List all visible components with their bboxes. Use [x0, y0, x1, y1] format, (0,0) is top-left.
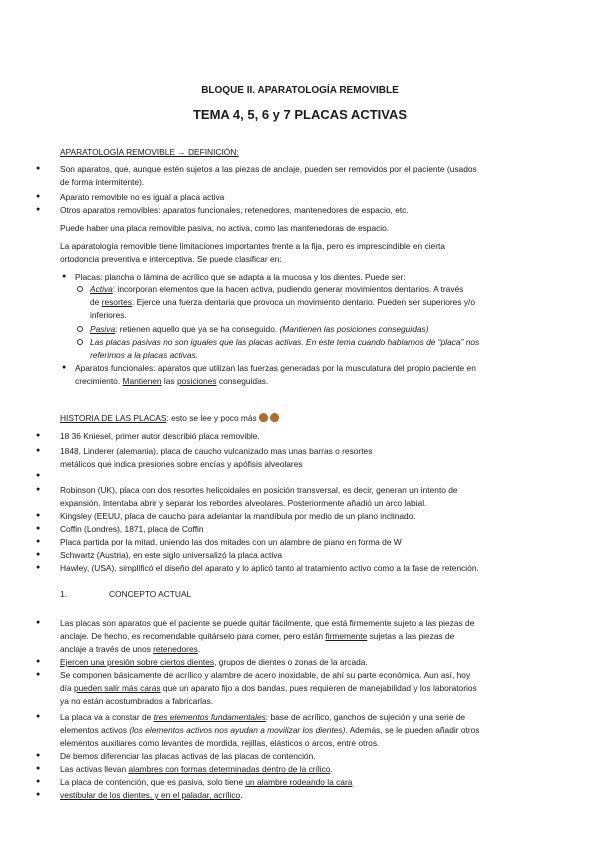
historia-item: Robinson (UK), placa con dos resortes helicoidales en posición transversal, es decir, generan un intento de	[60, 485, 458, 495]
historia-item: Kingsley (EEUU, placa de caucho para adelantar la mandíbula por medio de un plano inclinado.	[60, 511, 416, 521]
block-title: BLOQUE II. APARATOLOGÍA REMOVIBLE	[201, 85, 399, 96]
bullet-dot-icon: ●	[36, 432, 41, 439]
bullet-dot-icon: ●	[36, 206, 41, 213]
bullet-dot-icon: ●	[36, 525, 41, 532]
section-number: 1.	[60, 589, 67, 599]
bullet-dot-icon: ●	[36, 538, 41, 545]
paragraph-limitaciones-line2: ortodoncia preventiva e interceptiva. Se puede clasificar en:	[60, 254, 282, 264]
historia-item: metálicos que indica presiones sobre encías y apófisis alveolares	[60, 459, 303, 469]
pasiva-term: Pasiva	[90, 324, 116, 334]
concepto-1-line1: Las placas son aparatos que el paciente se puede quitar fácilmente, que está firmemente sujeto a las piezas de	[60, 618, 475, 628]
placas-item: Placas: plancha o lámina de acrílico que se adapta a la mucosa y los dientes. Puede ser:	[75, 272, 406, 282]
definition-bullet-1-line1: Son aparatos, que, aunque estén sujetos a las piezas de anclaje, pueden ser removidos por el paciente (usados	[60, 164, 477, 174]
activa-text: : incorporan elementos que la hacen activa, pudiendo generar movimientos dentarios. A través	[112, 284, 464, 294]
bullet-circle-icon	[77, 339, 83, 345]
activa-line2: de resortes. Ejerce una fuerza dentaria que provoca un movimiento dentario. Pueden ser superiores y/o	[90, 297, 476, 307]
bullet-dot-icon: ●	[36, 472, 41, 479]
concepto-3-line2: día pueden salir más caras que un aparato fijo a dos bandas, pues requieren de manejabilidad y los laboratorios	[60, 683, 477, 693]
definition-bullet-1-line2: de forma intermitente).	[60, 177, 145, 187]
note-line1: Las placas pasivas no son iguales que las placas activas. En este tema cuando hablamos de “placa” nos	[90, 337, 480, 347]
bullet-dot-icon: ●	[36, 165, 41, 172]
concepto-7: La placa de contención, que es pasiva, solo tiene un alambre rodeando la cara	[60, 777, 353, 787]
bullet-dot-icon: ●	[36, 713, 41, 720]
historia-item: Placa partida por la mitad, uniendo las dos mitades con un alambre de piano en forma de W	[60, 537, 402, 547]
concepto-heading: CONCEPTO ACTUAL	[109, 589, 192, 599]
bullet-dot-icon: ●	[36, 671, 41, 678]
historia-item: 18 36 Kniesel, primer autor describió placa removible.	[60, 431, 260, 441]
paragraph-limitaciones-line1: La aparatología removible tiene limitaciones importantes frente a la fija, pero es imprescindible en cierta	[60, 241, 445, 251]
definition-heading: APARATOLOGÍA REMOVIBLE → DEFINICIÓN:	[60, 147, 239, 157]
bullet-dot-icon: ●	[36, 486, 41, 493]
concepto-4-line2: elementos activos (los elementos activos nos ayudan a movilizar los dientes). Además, se le pueden añadir otros	[60, 725, 480, 735]
concepto-6: Las activas llevan alambres con formas determinadas dentro de la crílico.	[60, 764, 333, 774]
bullet-circle-icon	[77, 326, 83, 332]
pasiva-line: Pasiva: retienen aquello que ya se ha conseguido. (Mantienen las posiciones conseguidas)	[90, 324, 429, 334]
topic-title: TEMA 4, 5, 6 y 7 PLACAS ACTIVAS	[192, 107, 408, 122]
activa-line3: inferiores.	[90, 310, 127, 320]
concepto-4-line1: La placa va a constar de tres elementos fundamentales: base de acrílico, ganchos de sujeción y una serie de	[60, 712, 466, 722]
concepto-3-line1: Se componen básicamente de acrílico y alambre de acero inoxidable, de ahí su parte económica. Aun así, hoy	[60, 670, 471, 680]
concepto-1-line2: anclaje. De hecho, es recomendable quitárselo para comer, pero están firmemente sujetas a las piezas de	[60, 631, 455, 641]
activa-term: Activa	[90, 284, 113, 294]
resortes-term: resortes	[101, 297, 132, 307]
funcionales-line2: crecimiento. Mantienen las posiciones conseguidas.	[75, 376, 269, 386]
concepto-4-line3: elementos auxiliares como levantes de mordida, rejillas, elásticos o arcos, entre otros.	[60, 738, 380, 748]
poop-emoji-icon	[259, 413, 268, 422]
bullet-dot-icon: ●	[36, 447, 41, 454]
bullet-dot-icon: ●	[36, 765, 41, 772]
historia-heading: HISTORIA DE LAS PLACAS: esto se lee y poco más	[60, 413, 279, 423]
bullet-dot-icon: ●	[36, 658, 41, 665]
concepto-1-line3: anclaje a través de unos retenedores.	[60, 644, 201, 654]
bullet-dot-icon: ●	[36, 778, 41, 785]
definition-bullet-3: Otros aparatos removibles: aparatos funcionales, retenedores, mantenedores de espacio, etc.	[60, 205, 409, 215]
bullet-circle-icon	[77, 286, 83, 292]
bullet-dot-icon: ●	[36, 564, 41, 571]
activa-line1	[90, 284, 463, 294]
concepto-5: De bemos diferenciar las placas activas de las placas de contención.	[60, 751, 316, 761]
historia-item: Hawley, (USA), simplificó el diseño del aparato y lo aplicó tanto al tratamiento activo como a la fase de retención.	[60, 563, 479, 573]
bullet-dot-icon: ●	[62, 273, 67, 280]
bullet-dot-icon: ●	[36, 512, 41, 519]
bullet-dot-icon: ●	[62, 364, 67, 371]
funcionales-line1: Aparatos funcionales: aparatos que utilizan las fuerzas generadas por la musculatura del propio paciente en	[75, 363, 476, 373]
bullet-dot-icon: ●	[36, 791, 41, 798]
paragraph-pasiva: Puede haber una placa removible pasiva, no activa, como las mantenedoras de espacio.	[60, 223, 390, 233]
historia-item: expansión. Intentaba abrir y separar los rebordes alveolares. Posteriormente añadió un arco labial.	[60, 498, 427, 508]
mantienen-term: Mantienen	[122, 376, 162, 386]
bullet-dot-icon: ●	[36, 752, 41, 759]
bullet-dot-icon: ●	[36, 551, 41, 558]
historia-item: 1848, Linderer (alemania), placa de caucho vulcanizado mas unas barras o resortes	[60, 446, 373, 456]
bullet-dot-icon: ●	[36, 193, 41, 200]
concepto-8: vestibular de los dientes, y en el paladar, acrílico.	[60, 790, 243, 800]
bullet-dot-icon: ●	[36, 619, 41, 626]
concepto-3-line3: ya no están acostumbrados a fabricarlas.	[60, 696, 214, 706]
historia-item: Coffin (Londres), 1871, placa de Coffin	[60, 524, 204, 534]
poop-emoji-icon	[270, 413, 279, 422]
historia-item: Schwartz (Austria), en este siglo universalizó la placa activa	[60, 550, 283, 560]
posiciones-term: posiciones	[176, 376, 217, 386]
definition-bullet-2: Aparato removible no es igual a placa activa	[60, 192, 225, 202]
note-line2: referimos a la placas activas.	[90, 350, 198, 360]
concepto-2: Ejercen una presión sobre ciertos dientes, grupos de dientes o zonas de la arcada.	[60, 657, 368, 667]
